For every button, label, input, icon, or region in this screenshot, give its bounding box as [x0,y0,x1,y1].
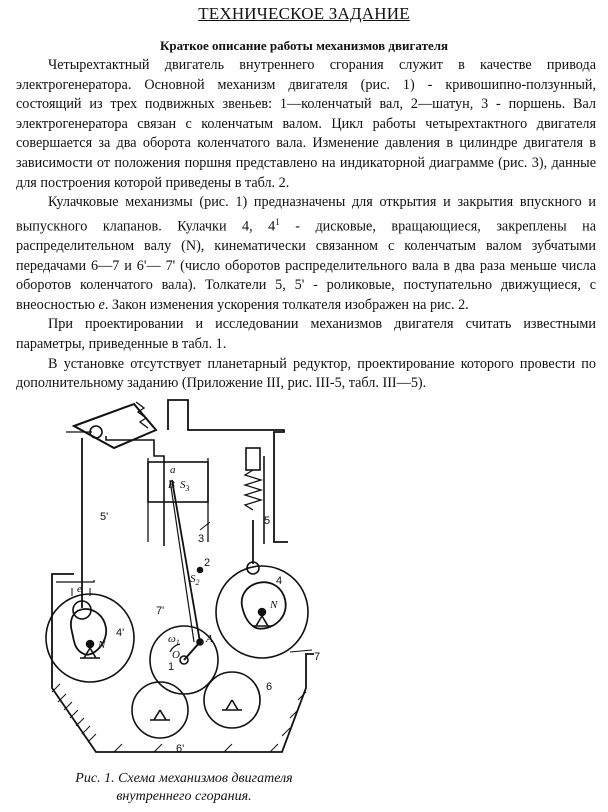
piston [148,462,208,502]
document-title: ТЕХНИЧЕСКОЕ ЗАДАНИЕ [198,4,410,23]
paragraph-2: Кулачковые механизмы (рис. 1) предназначены для открытия и закрытия впускного и выпускного клапанов. Кулачки 4, $4^1$ - дисковые, вращающиеся, закреплены на распределительном валу (N), кинематически связанном с коленчатым валом зубчатыми передачами 6—7 и 6'— 7' (число оборотов распределительного вала в два раза меньше числа оборотов коленчатого вала). Толкатели 5, 5' - роликовые, поступательно движущиеся, с внеосностью е. Закон изменения ускорения толкателя изображен на рис. 2. [16,194,596,313]
diagram-svg [44,396,334,762]
label-b: B [168,479,175,491]
label-omega: $\omega_1$ [168,633,180,647]
caption-line-2: внутреннего сгорания. [116,789,252,804]
cam-4 [242,582,286,628]
label-s2: $S_2$ [190,573,200,587]
label-n-right: N [270,599,278,611]
label-4: 4 [276,575,283,587]
label-7prime: 7' [156,605,165,617]
label-e: e [77,583,82,595]
label-s3: $S_3$ [180,479,190,493]
label-o: O [172,649,180,661]
valve-spring-right [245,470,261,510]
caption-line-1: Рис. 1. Схема механизмов двигателя [75,771,293,786]
label-a: A [206,633,213,645]
label-7: 7 [314,651,321,663]
valve-guide-right [246,448,260,470]
label-1: 1 [168,661,175,673]
label-6prime: 6' [176,743,185,755]
paragraph-1: Четырехтактный двигатель внутреннего сгорания служит в качестве привода электрогенератора. Основной механизм двигателя (рис. 1) - кривошипно-ползунный, состоящий из трех подвижных звеньев: 1—коленчатый вал, 2—шатун, 3 - поршень. Вал электрогенератора связан с коленчатым валом. Цикл работы четырехтактного двигателя совершается за два оборота коленчатого вала. Изменение давления в цилиндре двигателя в зависимости от положения поршня представлено на индикаторной диаграмме (рис. 3), данные для построения которой приведены в табл. 2. [16,57,596,191]
label-6: 6 [266,681,273,693]
label-piston-top: a [170,464,176,476]
paragraph-3: При проектировании и исследовании механизмов двигателя считать известными параметры, приведенные в табл. 1. [16,316,596,353]
label-5: 5 [264,515,271,527]
label-4prime: 4' [116,627,125,639]
document-subtitle: Краткое описание работы механизмов двигателя [159,38,449,53]
label-2: 2 [204,557,211,569]
figure-caption [14,770,354,806]
connecting-rod [172,480,200,642]
rocker-spring [136,402,148,428]
document-body [16,56,596,394]
rocker-arm [74,404,156,448]
label-n-left: N [98,639,106,651]
paragraph-4: В установке отсутствует планетарный редуктор, проектирование которого провести по дополнительному заданию (Приложение III, рис. III-5, табл. III—5). [16,355,596,392]
label-5prime: 5' [100,511,109,523]
label-3: 3 [198,533,205,545]
engine-mechanism-diagram [44,396,334,762]
